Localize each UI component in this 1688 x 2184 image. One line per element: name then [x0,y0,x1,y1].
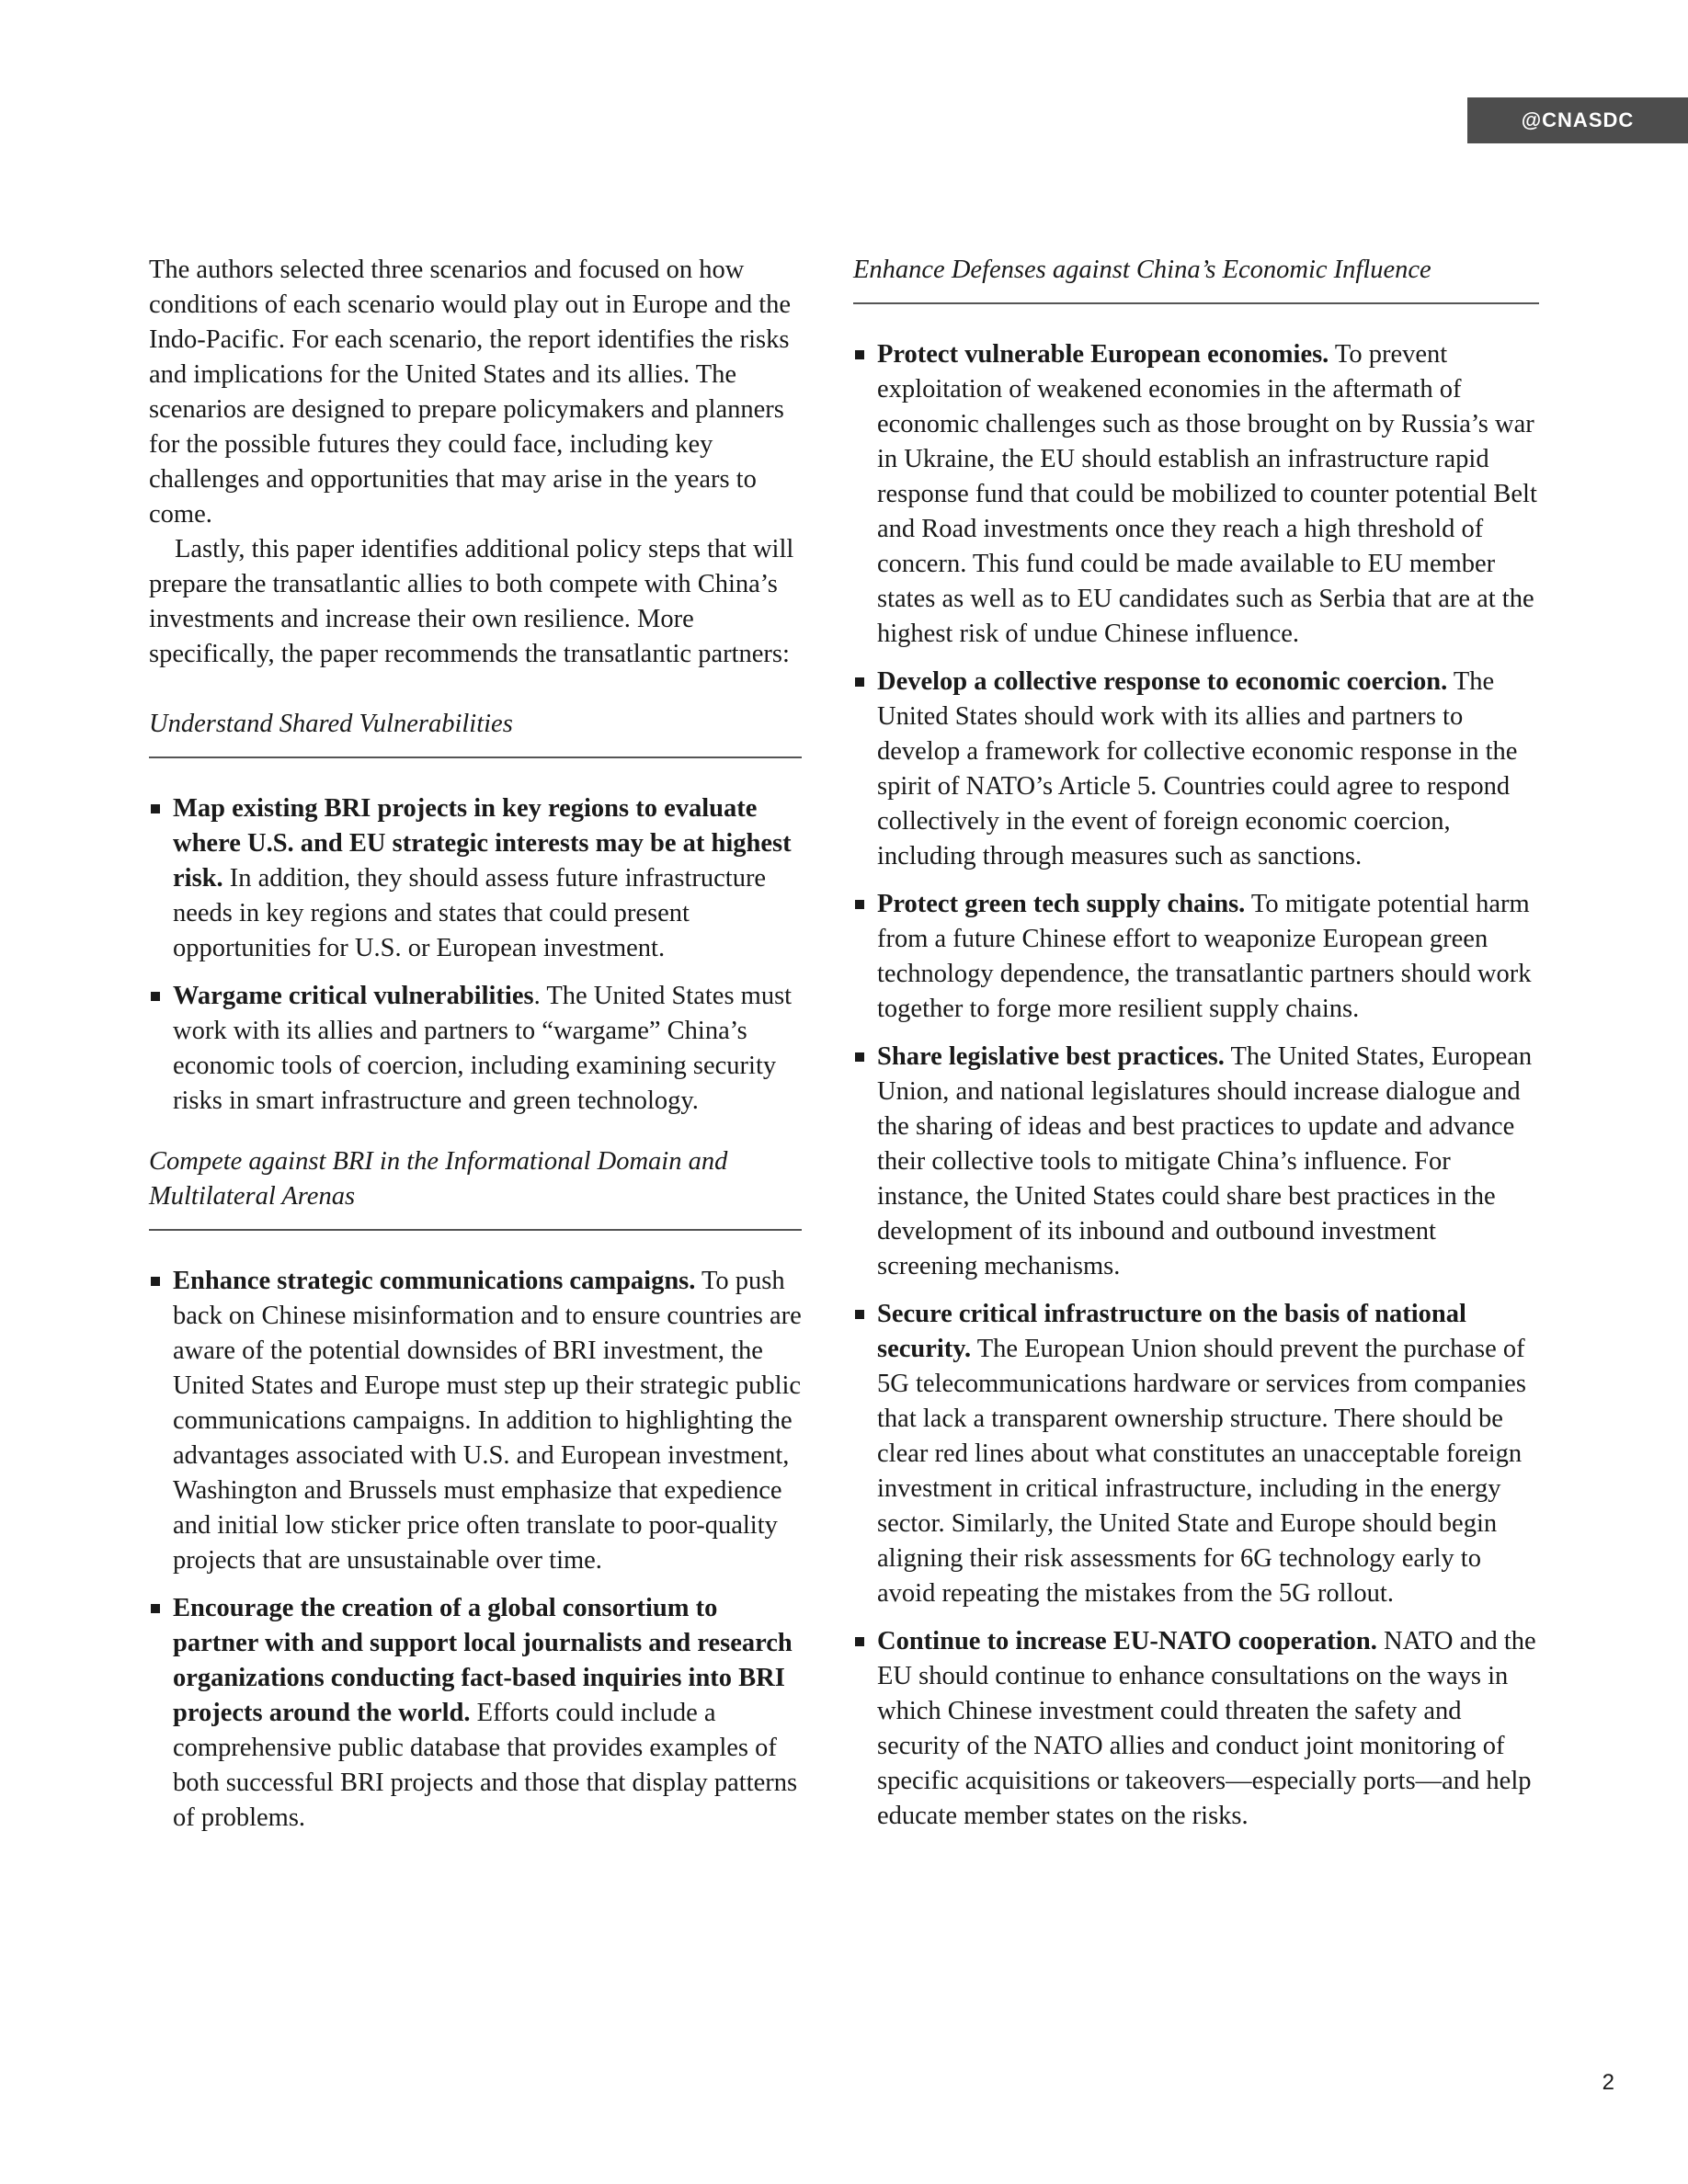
list-item [149,1591,802,1836]
item-text: . The United States must work with its allies and partners to “wargame” China’s economic tools of coercion, including examining security risks in smart infrastructure and green technology. [173,982,793,1115]
item-text: To push back on Chinese misinformation and to ensure countries are aware of the potential downsides of BRI investment, the United States and Europe must step up their strategic public communications campaigns. In addition to highlighting the advantages associated with U.S. and European investment, Washington and Brussels must emphasize that expedience and initial low sticker price often translate to poor-quality projects that are unsustainable over time. [173,1267,802,1575]
item-bold-lead: Protect vulnerable European economies. [877,340,1329,369]
list-item [853,1040,1539,1284]
item-text: Efforts could include a comprehensive public database that provides examples of both successful BRI projects and those that display patterns of problems. [173,1699,798,1832]
list-item [853,1297,1539,1611]
item-text: The European Union should prevent the purchase of 5G telecommunications hardware or services from companies that lack a transparent ownership structure. There should be clear red lines about what constitutes an unacceptable foreign investment in critical infrastructure, including in the energy sector. Similarly, the United State and Europe should begin aligning their risk assessments for 6G technology early to avoid repeating the mistakes from the 5G rollout. [877,1335,1526,1608]
item-text: To mitigate potential harm from a future Chinese effort to weaponize European green technology dependence, the transatlantic partners should work together to forge more resilient supply chains. [877,890,1532,1023]
item-text: NATO and the EU should continue to enhance consultations on the ways in which Chinese investment could threaten the safety and security of the NATO allies and conduct joint monitoring of specific acquisitions or takeovers—especially ports—and help educate member states on the risks. [877,1627,1536,1830]
header-tag: @CNASDC [1467,97,1688,143]
list-item [149,979,802,1119]
intro-paragraph-1: The authors selected three scenarios and focused on how conditions of each scenario would play out in Europe and the Indo-Pacific. For each scenario, the report identifies the risks and implications for the United States and its allies. The scenarios are designed to prepare policymakers and planners for the possible futures they could face, including key challenges and opportunities that may arise in the years to come. [149,256,792,529]
item-text: To prevent exploitation of weakened economies in the aftermath of economic challenges such as those brought on by Russia’s war in Ukraine, the EU should establish an infrastructure rapid response fund that could be mobilized to counter potential Belt and Road investments once they reach a high threshold of concern. This fund could be made available to EU member states as well as to EU candidates such as Serbia that are at the highest risk of undue Chinese influence. [877,340,1537,648]
item-bold-lead: Enhance strategic communications campaigns. [173,1267,696,1295]
page-number: 2 [1602,2070,1614,2095]
item-bold-lead: Secure critical infrastructure on the basis of national security. [877,1300,1466,1363]
item-text: The United States should work with its allies and partners to develop a framework for collective economic response in the spirit of NATO’s Article 5. Countries could agree to respond collectively in the event of foreign economic coercion, including through measures such as sanctions. [877,667,1518,870]
item-bold-lead: Share legislative best practices. [877,1042,1225,1071]
item-text: In addition, they should assess future infrastructure needs in key regions and states that could present opportunities for U.S. or European investment. [173,864,767,962]
item-bold-lead: Wargame critical vulnerabilities [173,982,534,1010]
list-item [149,1264,802,1578]
list-item [853,887,1539,1027]
item-text: The United States, European Union, and national legislatures should increase dialogue and the sharing of ideas and best practices to update and advance their collective tools to mitigate China’s influence. For instance, the United States could share best practices in the development of its inbound and outbound investment screening mechanisms. [877,1042,1533,1280]
list-item [149,791,802,966]
item-bold-lead: Encourage the creation of a global consortium to partner with and support local journalists and research organizations conducting fact-based inquiries into BRI projects around the world. [173,1594,793,1727]
economic-list [853,337,1539,1834]
intro-paragraph-2: Lastly, this paper identifies additional policy steps that will prepare the transatlantic allies to both compete with China’s investments and increase their own resilience. More specifically, the paper recommends the transatlantic partners: [149,535,794,668]
left-column [149,253,802,1848]
section-heading-economic: Enhance Defenses against China’s Economic Influence [853,253,1539,304]
section-heading-informational: Compete against BRI in the Informational Domain and Multilateral Arenas [149,1144,802,1231]
right-column [853,253,1539,1847]
list-item [853,1624,1539,1834]
item-bold-lead: Protect green tech supply chains. [877,890,1246,918]
item-bold-lead: Map existing BRI projects in key regions to evaluate where U.S. and EU strategic interests may be at highest risk. [173,794,792,893]
item-bold-lead: Continue to increase EU-NATO cooperation. [877,1627,1377,1655]
list-item [853,665,1539,874]
section-heading-vulnerabilities: Understand Shared Vulnerabilities [149,707,802,758]
vulnerabilities-list [149,791,802,1119]
informational-list [149,1264,802,1836]
list-item [853,337,1539,652]
item-bold-lead: Develop a collective response to economic coercion. [877,667,1448,696]
